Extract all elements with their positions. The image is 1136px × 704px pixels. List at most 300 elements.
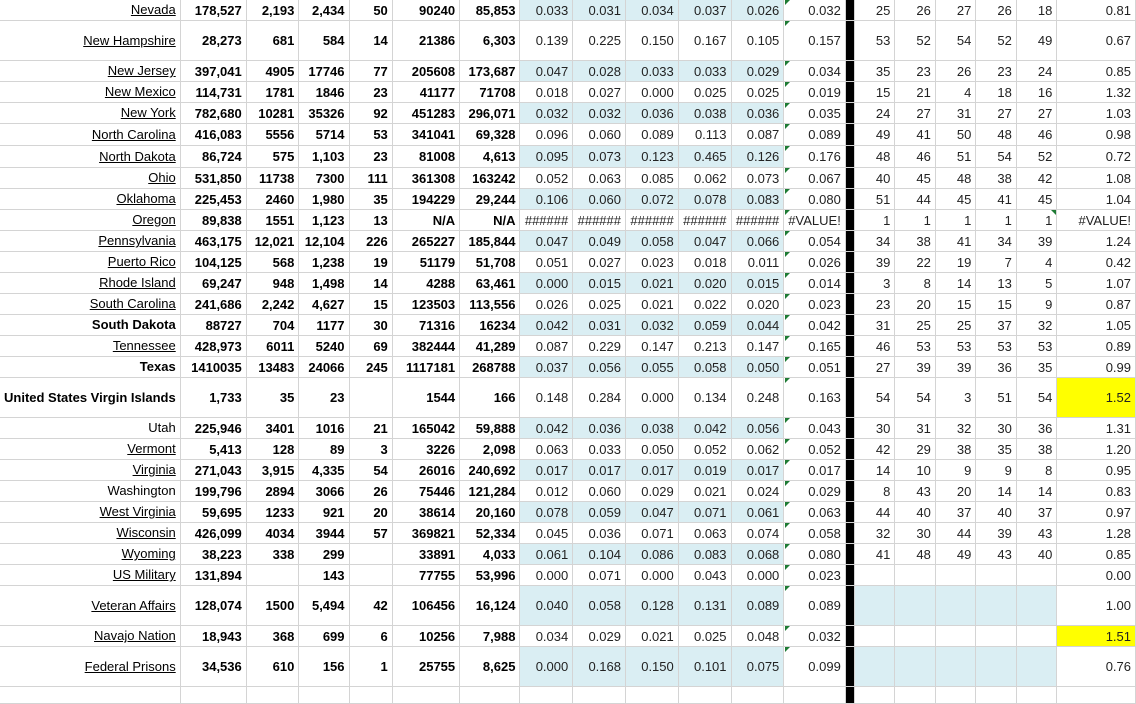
cell-ratio-0[interactable]: 0.047 [520, 231, 573, 252]
cell-count-5[interactable]: 8,625 [460, 647, 520, 687]
cell-ratio-0[interactable]: 0.096 [520, 124, 573, 146]
cell-rank-0[interactable] [854, 273, 895, 294]
jurisdiction-link[interactable]: Rhode Island [99, 275, 176, 290]
cell-rank-4[interactable] [1016, 418, 1057, 439]
cell-count-3[interactable] [349, 378, 392, 418]
cell-jurisdiction-name[interactable] [0, 82, 180, 103]
cell-rank-3[interactable] [976, 82, 1017, 103]
cell-count-1[interactable]: 12,021 [246, 231, 299, 252]
cell-ratio-1[interactable]: 0.071 [573, 565, 626, 586]
cell-ratio-2[interactable]: 0.072 [626, 189, 679, 210]
cell-count-5[interactable]: 20,160 [460, 502, 520, 523]
cell-ratio-1[interactable]: 0.229 [573, 336, 626, 357]
cell-rank-2[interactable] [935, 21, 976, 61]
cell-score[interactable]: 1.05 [1057, 315, 1136, 336]
cell-rank-2[interactable] [935, 544, 976, 565]
cell-count-4[interactable]: 38614 [392, 502, 459, 523]
cell-ratio-1[interactable]: 0.032 [573, 103, 626, 124]
cell-average[interactable] [784, 146, 846, 168]
cell-rank-4[interactable] [1016, 294, 1057, 315]
cell-jurisdiction-name[interactable] [0, 481, 180, 502]
error-indicator-icon[interactable] [785, 124, 790, 129]
cell-ratio-3[interactable]: 0.020 [678, 273, 731, 294]
cell-ratio-0[interactable]: 0.000 [520, 565, 573, 586]
cell-ratio-0[interactable]: 0.000 [520, 647, 573, 687]
cell-rank-2[interactable] [935, 460, 976, 481]
cell-count-5[interactable]: 85,853 [460, 0, 520, 21]
cell-count-1[interactable]: 1500 [246, 586, 299, 626]
cell-ratio-2[interactable]: 0.029 [626, 481, 679, 502]
cell-count-0[interactable]: 86,724 [180, 146, 246, 168]
cell-rank-3[interactable] [976, 481, 1017, 502]
cell-rank-2[interactable] [935, 103, 976, 124]
cell-count-5[interactable]: 51,708 [460, 252, 520, 273]
cell-average[interactable] [784, 231, 846, 252]
cell-rank-0[interactable] [854, 336, 895, 357]
cell-score[interactable]: 0.95 [1057, 460, 1136, 481]
jurisdiction-link[interactable]: West Virginia [99, 504, 176, 519]
cell-count-3[interactable]: 14 [349, 273, 392, 294]
cell-count-1[interactable]: 6011 [246, 336, 299, 357]
cell-rank-2[interactable] [935, 481, 976, 502]
cell-rank-4[interactable] [1016, 146, 1057, 168]
cell-count-1[interactable]: 2,242 [246, 294, 299, 315]
cell-rank-3[interactable] [976, 336, 1017, 357]
cell-ratio-4[interactable]: 0.011 [731, 252, 784, 273]
cell-rank-2[interactable] [935, 336, 976, 357]
cell-count-4[interactable]: 26016 [392, 460, 459, 481]
cell-ratio-3[interactable]: 0.052 [678, 439, 731, 460]
cell-jurisdiction-name[interactable] [0, 336, 180, 357]
cell-score[interactable]: 1.20 [1057, 439, 1136, 460]
cell-count-1[interactable]: 3,915 [246, 460, 299, 481]
cell-rank-4[interactable] [1016, 502, 1057, 523]
cell-jurisdiction-name[interactable] [0, 544, 180, 565]
cell-ratio-0[interactable]: 0.063 [520, 439, 573, 460]
cell-rank-4[interactable] [1016, 481, 1057, 502]
cell-count-2[interactable]: 699 [299, 626, 349, 647]
cell-ratio-3[interactable]: 0.025 [678, 626, 731, 647]
cell-rank-2[interactable] [935, 146, 976, 168]
cell-count-2[interactable]: 1846 [299, 82, 349, 103]
cell-rank-2[interactable] [935, 626, 976, 647]
cell-ratio-3[interactable]: 0.071 [678, 502, 731, 523]
cell-ratio-4[interactable]: 0.048 [731, 626, 784, 647]
cell-jurisdiction-name[interactable] [0, 586, 180, 626]
cell-rank-1[interactable] [895, 0, 936, 21]
cell-ratio-4[interactable]: 0.020 [731, 294, 784, 315]
cell-average[interactable] [784, 336, 846, 357]
cell-ratio-0[interactable]: 0.012 [520, 481, 573, 502]
cell-rank-4[interactable] [1016, 460, 1057, 481]
cell-rank-1[interactable] [895, 647, 936, 687]
jurisdiction-link[interactable]: Veteran Affairs [91, 597, 176, 613]
cell-count-5[interactable]: 185,844 [460, 231, 520, 252]
cell-ratio-1[interactable]: 0.036 [573, 523, 626, 544]
cell-count-4[interactable]: 33891 [392, 544, 459, 565]
error-indicator-icon[interactable] [785, 210, 790, 215]
cell-ratio-0[interactable]: 0.087 [520, 336, 573, 357]
jurisdiction-link[interactable]: Oklahoma [116, 191, 176, 206]
cell-jurisdiction-name[interactable] [0, 231, 180, 252]
cell-ratio-2[interactable]: ###### [626, 210, 679, 231]
cell-count-0[interactable]: 782,680 [180, 103, 246, 124]
cell-count-0[interactable]: 5,413 [180, 439, 246, 460]
cell-ratio-4[interactable]: 0.015 [731, 273, 784, 294]
cell-rank-4[interactable] [1016, 357, 1057, 378]
cell-count-5[interactable]: 69,328 [460, 124, 520, 146]
cell-count-0[interactable]: 241,686 [180, 294, 246, 315]
cell-jurisdiction-name[interactable] [0, 626, 180, 647]
cell-ratio-2[interactable]: 0.000 [626, 565, 679, 586]
cell-count-1[interactable]: 11738 [246, 168, 299, 189]
cell-average[interactable] [784, 626, 846, 647]
empty-cell[interactable] [976, 687, 1017, 704]
cell-average[interactable] [784, 252, 846, 273]
error-indicator-icon[interactable] [785, 586, 790, 591]
cell-rank-3[interactable] [976, 315, 1017, 336]
cell-rank-0[interactable] [854, 210, 895, 231]
cell-jurisdiction-name[interactable] [0, 210, 180, 231]
cell-count-3[interactable]: 23 [349, 146, 392, 168]
cell-ratio-1[interactable]: 0.104 [573, 544, 626, 565]
jurisdiction-link[interactable]: New Mexico [104, 84, 176, 99]
cell-ratio-0[interactable]: 0.000 [520, 273, 573, 294]
cell-count-3[interactable]: 15 [349, 294, 392, 315]
cell-ratio-3[interactable]: 0.042 [678, 418, 731, 439]
cell-rank-1[interactable] [895, 586, 936, 626]
cell-count-0[interactable]: 199,796 [180, 481, 246, 502]
cell-rank-2[interactable] [935, 294, 976, 315]
cell-ratio-4[interactable]: 0.089 [731, 586, 784, 626]
cell-jurisdiction-name[interactable] [0, 378, 180, 418]
cell-average[interactable] [784, 460, 846, 481]
empty-cell[interactable] [1057, 687, 1136, 704]
cell-rank-2[interactable] [935, 315, 976, 336]
cell-count-3[interactable]: 20 [349, 502, 392, 523]
cell-rank-3[interactable] [976, 460, 1017, 481]
empty-cell[interactable] [626, 687, 679, 704]
cell-rank-0[interactable] [854, 146, 895, 168]
cell-rank-2[interactable] [935, 82, 976, 103]
cell-count-4[interactable]: 41177 [392, 82, 459, 103]
cell-ratio-2[interactable]: 0.147 [626, 336, 679, 357]
jurisdiction-link[interactable]: South Carolina [89, 296, 176, 311]
cell-ratio-2[interactable]: 0.150 [626, 21, 679, 61]
cell-count-3[interactable]: 13 [349, 210, 392, 231]
error-indicator-icon[interactable] [785, 146, 790, 151]
cell-count-3[interactable]: 1 [349, 647, 392, 687]
cell-count-0[interactable]: 225,946 [180, 418, 246, 439]
cell-count-3[interactable]: 226 [349, 231, 392, 252]
cell-rank-1[interactable] [895, 61, 936, 82]
cell-score[interactable]: 0.00 [1057, 565, 1136, 586]
cell-score[interactable]: 0.87 [1057, 294, 1136, 315]
error-indicator-icon[interactable] [785, 460, 790, 465]
jurisdiction-link[interactable]: North Dakota [99, 148, 176, 164]
cell-count-5[interactable]: 71708 [460, 82, 520, 103]
cell-count-5[interactable]: 2,098 [460, 439, 520, 460]
cell-rank-1[interactable] [895, 544, 936, 565]
cell-jurisdiction-name[interactable] [0, 502, 180, 523]
error-indicator-icon[interactable] [785, 565, 790, 570]
cell-score[interactable]: 1.51 [1057, 626, 1136, 647]
cell-ratio-4[interactable]: 0.036 [731, 103, 784, 124]
cell-count-4[interactable]: 369821 [392, 523, 459, 544]
cell-average[interactable] [784, 439, 846, 460]
cell-rank-1[interactable] [895, 82, 936, 103]
error-indicator-icon[interactable] [785, 502, 790, 507]
cell-ratio-2[interactable]: 0.033 [626, 61, 679, 82]
cell-count-5[interactable]: 53,996 [460, 565, 520, 586]
cell-ratio-2[interactable]: 0.085 [626, 168, 679, 189]
cell-count-2[interactable]: 1016 [299, 418, 349, 439]
cell-count-2[interactable]: 2,434 [299, 0, 349, 21]
cell-rank-3[interactable] [976, 189, 1017, 210]
cell-rank-1[interactable] [895, 146, 936, 168]
cell-ratio-2[interactable]: 0.032 [626, 315, 679, 336]
cell-ratio-4[interactable]: 0.147 [731, 336, 784, 357]
cell-count-4[interactable]: 81008 [392, 146, 459, 168]
cell-count-5[interactable]: N/A [460, 210, 520, 231]
cell-ratio-3[interactable]: 0.213 [678, 336, 731, 357]
cell-count-1[interactable]: 13483 [246, 357, 299, 378]
cell-count-4[interactable]: 90240 [392, 0, 459, 21]
cell-jurisdiction-name[interactable] [0, 189, 180, 210]
cell-rank-2[interactable] [935, 378, 976, 418]
cell-rank-3[interactable] [976, 168, 1017, 189]
cell-ratio-4[interactable]: 0.074 [731, 523, 784, 544]
cell-count-4[interactable]: 265227 [392, 231, 459, 252]
cell-count-1[interactable]: 610 [246, 647, 299, 687]
cell-count-2[interactable]: 4,627 [299, 294, 349, 315]
cell-ratio-0[interactable]: ###### [520, 210, 573, 231]
cell-ratio-3[interactable]: 0.113 [678, 124, 731, 146]
error-indicator-icon[interactable] [785, 0, 790, 5]
cell-rank-1[interactable] [895, 210, 936, 231]
cell-count-3[interactable]: 6 [349, 626, 392, 647]
cell-count-4[interactable]: 25755 [392, 647, 459, 687]
cell-rank-0[interactable] [854, 481, 895, 502]
cell-rank-4[interactable] [1016, 523, 1057, 544]
cell-score[interactable]: 1.07 [1057, 273, 1136, 294]
cell-count-1[interactable]: 128 [246, 439, 299, 460]
cell-ratio-4[interactable]: 0.029 [731, 61, 784, 82]
cell-count-0[interactable]: 69,247 [180, 273, 246, 294]
cell-count-5[interactable]: 121,284 [460, 481, 520, 502]
cell-score[interactable]: 1.08 [1057, 168, 1136, 189]
cell-average[interactable] [784, 210, 846, 231]
cell-count-2[interactable]: 921 [299, 502, 349, 523]
cell-average[interactable] [784, 378, 846, 418]
cell-jurisdiction-name[interactable] [0, 124, 180, 146]
cell-ratio-3[interactable]: 0.043 [678, 565, 731, 586]
cell-ratio-1[interactable]: 0.060 [573, 189, 626, 210]
cell-ratio-1[interactable]: 0.225 [573, 21, 626, 61]
cell-rank-1[interactable] [895, 439, 936, 460]
cell-count-3[interactable]: 42 [349, 586, 392, 626]
cell-ratio-2[interactable]: 0.017 [626, 460, 679, 481]
cell-count-3[interactable] [349, 565, 392, 586]
cell-rank-4[interactable] [1016, 61, 1057, 82]
cell-rank-4[interactable] [1016, 210, 1057, 231]
cell-count-2[interactable]: 12,104 [299, 231, 349, 252]
cell-rank-4[interactable] [1016, 82, 1057, 103]
cell-count-4[interactable]: 341041 [392, 124, 459, 146]
cell-rank-2[interactable] [935, 0, 976, 21]
error-indicator-icon[interactable] [785, 626, 790, 631]
empty-cell[interactable] [784, 687, 846, 704]
cell-ratio-0[interactable]: 0.033 [520, 0, 573, 21]
cell-ratio-0[interactable]: 0.139 [520, 21, 573, 61]
cell-ratio-0[interactable]: 0.106 [520, 189, 573, 210]
cell-rank-4[interactable] [1016, 189, 1057, 210]
cell-rank-0[interactable] [854, 378, 895, 418]
error-indicator-icon[interactable] [785, 103, 790, 108]
cell-rank-0[interactable] [854, 61, 895, 82]
cell-ratio-4[interactable]: 0.248 [731, 378, 784, 418]
jurisdiction-link[interactable]: US Military [112, 567, 176, 582]
cell-ratio-4[interactable]: 0.024 [731, 481, 784, 502]
cell-rank-3[interactable] [976, 294, 1017, 315]
cell-count-1[interactable]: 1233 [246, 502, 299, 523]
cell-count-4[interactable]: 361308 [392, 168, 459, 189]
cell-count-3[interactable]: 50 [349, 0, 392, 21]
cell-count-4[interactable]: 205608 [392, 61, 459, 82]
cell-rank-1[interactable] [895, 189, 936, 210]
cell-count-2[interactable]: 1,123 [299, 210, 349, 231]
cell-rank-3[interactable] [976, 210, 1017, 231]
cell-count-2[interactable]: 24066 [299, 357, 349, 378]
cell-rank-1[interactable] [895, 378, 936, 418]
cell-count-3[interactable]: 54 [349, 460, 392, 481]
cell-rank-4[interactable] [1016, 103, 1057, 124]
cell-rank-1[interactable] [895, 103, 936, 124]
cell-count-4[interactable]: 21386 [392, 21, 459, 61]
cell-count-3[interactable]: 57 [349, 523, 392, 544]
cell-count-3[interactable]: 53 [349, 124, 392, 146]
cell-count-4[interactable]: 77755 [392, 565, 459, 586]
cell-ratio-2[interactable]: 0.021 [626, 294, 679, 315]
error-indicator-icon[interactable] [785, 294, 790, 299]
cell-score[interactable]: 0.97 [1057, 502, 1136, 523]
cell-count-2[interactable]: 143 [299, 565, 349, 586]
cell-count-4[interactable]: 3226 [392, 439, 459, 460]
cell-count-1[interactable]: 338 [246, 544, 299, 565]
cell-rank-4[interactable] [1016, 378, 1057, 418]
cell-count-3[interactable] [349, 544, 392, 565]
cell-count-4[interactable]: 75446 [392, 481, 459, 502]
cell-ratio-3[interactable]: 0.131 [678, 586, 731, 626]
jurisdiction-link[interactable]: Virginia [132, 462, 176, 477]
cell-count-2[interactable]: 156 [299, 647, 349, 687]
cell-ratio-3[interactable]: 0.022 [678, 294, 731, 315]
cell-count-1[interactable]: 4034 [246, 523, 299, 544]
cell-count-0[interactable]: 397,041 [180, 61, 246, 82]
cell-count-2[interactable]: 3066 [299, 481, 349, 502]
cell-rank-4[interactable] [1016, 0, 1057, 21]
cell-score[interactable]: 0.76 [1057, 647, 1136, 687]
cell-ratio-3[interactable]: 0.134 [678, 378, 731, 418]
cell-jurisdiction-name[interactable] [0, 315, 180, 336]
cell-count-2[interactable]: 17746 [299, 61, 349, 82]
cell-count-4[interactable]: 165042 [392, 418, 459, 439]
cell-ratio-1[interactable]: 0.027 [573, 82, 626, 103]
cell-rank-3[interactable] [976, 0, 1017, 21]
cell-average[interactable] [784, 565, 846, 586]
error-indicator-icon[interactable] [785, 21, 790, 26]
cell-count-2[interactable]: 23 [299, 378, 349, 418]
jurisdiction-link[interactable]: Navajo Nation [94, 628, 176, 643]
cell-rank-0[interactable] [854, 189, 895, 210]
cell-average[interactable] [784, 481, 846, 502]
jurisdiction-link[interactable]: Wisconsin [116, 525, 176, 540]
cell-score[interactable]: 0.67 [1057, 21, 1136, 61]
cell-ratio-3[interactable]: 0.167 [678, 21, 731, 61]
cell-rank-0[interactable] [854, 82, 895, 103]
cell-average[interactable] [784, 82, 846, 103]
cell-count-4[interactable]: 1544 [392, 378, 459, 418]
empty-cell[interactable] [392, 687, 459, 704]
cell-count-4[interactable]: 71316 [392, 315, 459, 336]
cell-rank-4[interactable] [1016, 336, 1057, 357]
cell-score[interactable]: #VALUE! [1057, 210, 1136, 231]
jurisdiction-link[interactable]: Federal Prisons [84, 658, 176, 674]
cell-ratio-4[interactable]: 0.073 [731, 168, 784, 189]
cell-ratio-2[interactable]: 0.021 [626, 626, 679, 647]
cell-rank-4[interactable] [1016, 252, 1057, 273]
cell-count-3[interactable]: 92 [349, 103, 392, 124]
cell-count-0[interactable]: 131,894 [180, 565, 246, 586]
cell-count-5[interactable]: 41,289 [460, 336, 520, 357]
cell-ratio-0[interactable]: 0.052 [520, 168, 573, 189]
jurisdiction-link[interactable]: Oregon [132, 212, 176, 227]
cell-ratio-3[interactable]: 0.465 [678, 146, 731, 168]
cell-ratio-0[interactable]: 0.047 [520, 61, 573, 82]
cell-count-3[interactable]: 3 [349, 439, 392, 460]
cell-rank-1[interactable] [895, 502, 936, 523]
cell-ratio-4[interactable]: 0.087 [731, 124, 784, 146]
cell-count-5[interactable]: 166 [460, 378, 520, 418]
cell-count-0[interactable]: 104,125 [180, 252, 246, 273]
cell-score[interactable]: 0.85 [1057, 61, 1136, 82]
cell-count-3[interactable]: 21 [349, 418, 392, 439]
cell-average[interactable] [784, 647, 846, 687]
cell-ratio-1[interactable]: 0.284 [573, 378, 626, 418]
cell-jurisdiction-name[interactable] [0, 357, 180, 378]
cell-count-3[interactable]: 30 [349, 315, 392, 336]
cell-count-4[interactable]: 51179 [392, 252, 459, 273]
cell-ratio-3[interactable]: 0.021 [678, 481, 731, 502]
cell-rank-1[interactable] [895, 481, 936, 502]
empty-cell[interactable] [573, 687, 626, 704]
cell-count-3[interactable]: 14 [349, 21, 392, 61]
cell-ratio-1[interactable]: 0.025 [573, 294, 626, 315]
cell-average[interactable] [784, 21, 846, 61]
cell-rank-1[interactable] [895, 357, 936, 378]
cell-count-1[interactable]: 10281 [246, 103, 299, 124]
cell-ratio-2[interactable]: 0.000 [626, 378, 679, 418]
cell-rank-4[interactable] [1016, 315, 1057, 336]
jurisdiction-link[interactable]: New Jersey [107, 63, 176, 78]
cell-rank-3[interactable] [976, 418, 1017, 439]
cell-ratio-0[interactable]: 0.095 [520, 146, 573, 168]
error-indicator-icon[interactable] [785, 168, 790, 173]
cell-rank-0[interactable] [854, 586, 895, 626]
cell-jurisdiction-name[interactable] [0, 418, 180, 439]
cell-count-2[interactable]: 5714 [299, 124, 349, 146]
error-indicator-icon[interactable] [785, 418, 790, 423]
